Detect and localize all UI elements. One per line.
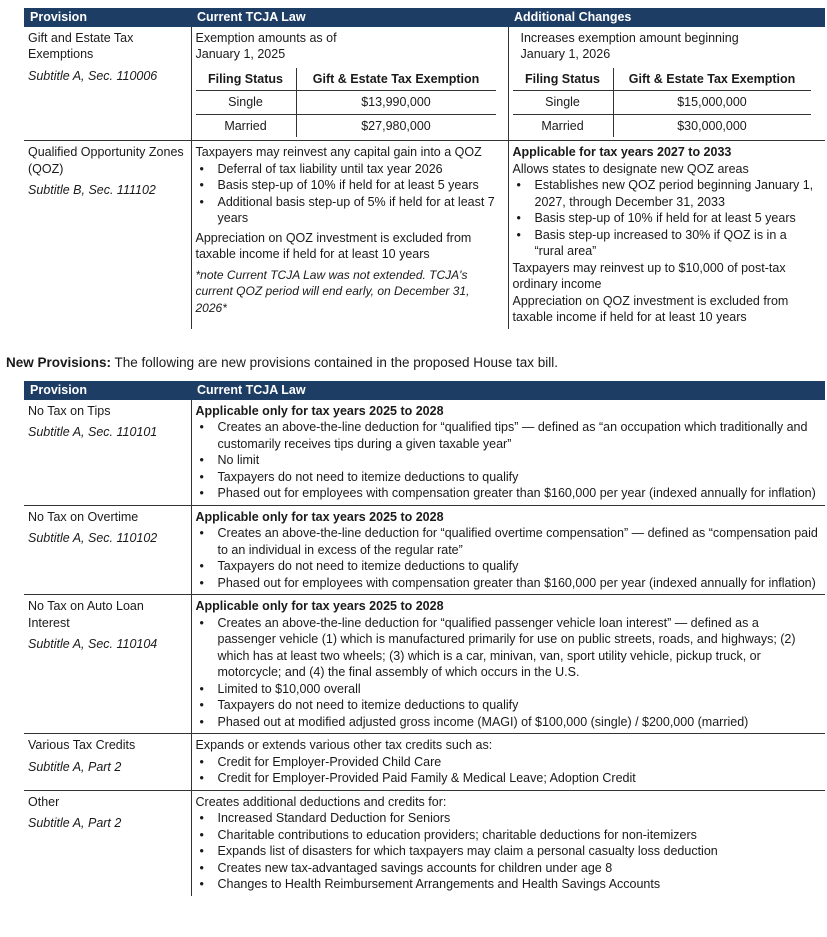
current-after: Appreciation on QOZ investment is excluded from taxable income if held for at least 10 years [195,230,472,261]
header-provision: Provision [24,381,191,400]
list-item: • Additional basis step-up of 5% if held for at least 7 years [218,194,502,227]
provision-name: No Tax on Overtime [28,509,139,524]
header-current-law: Current TCJA Law [191,8,508,27]
table-header-row [24,381,825,400]
exemption-amount: $13,990,000 [296,91,496,115]
header-additional-changes: Additional Changes [508,8,825,27]
provision-cell [24,400,191,506]
bullet-list [196,419,820,502]
additional-heading: Applicable for tax years 2027 to 2033 [512,145,732,159]
list-item: • Taxpayers do not need to itemize deductions to qualify [218,697,820,714]
provision-cell [24,734,191,791]
applicability-heading: Applicable only for tax years 2025 to 2028 [195,403,444,418]
current-law-cell [191,400,825,506]
provision-cell [24,790,191,896]
header-provision: Provision [24,8,191,27]
table-row [24,734,825,791]
provision-name: Qualified Opportunity Zones (QOZ) [28,145,184,176]
bullet-list [196,810,820,893]
current-law-cell [191,790,825,896]
provision-name: No Tax on Auto Loan Interest [28,599,144,630]
exemption-amount: $30,000,000 [677,118,747,133]
additional-exemption-table [513,68,811,138]
provision-cell [24,27,191,141]
current-note: *note Current TCJA Law was not extended. TCJA's current QOZ period will end early, on December 31, 2026* [195,267,470,315]
new-provisions-label: New Provisions: [6,355,112,370]
provision-subtitle: Subtitle A, Part 2 [28,816,122,830]
new-provisions-table [24,381,825,896]
new-provisions-heading [6,355,558,372]
col-exemption: Gift & Estate Tax Exemption [613,68,811,91]
current-law-cell [191,141,508,329]
list-item: • Creates new tax-advantaged savings accounts for children under age 8 [218,860,820,877]
list-item: • Basis step-up of 10% if held for at least 5 years [218,177,502,194]
filing-status: Single [513,91,614,115]
additional-changes-cell [508,27,825,141]
applicability-heading: Applicable only for tax years 2025 to 2028 [195,599,444,613]
table-row [196,114,496,137]
header-current-law: Current TCJA Law [191,381,825,400]
current-text: Exemption amounts as of January 1, 2025 [195,30,337,61]
list-item: • Taxpayers do not need to itemize deductions to qualify [218,558,820,575]
table-row [24,790,825,896]
list-item: • Credit for Employer-Provided Child Care [218,754,820,771]
current-law-cell [191,27,508,141]
filing-status: Married [513,114,614,137]
list-item: • Creates an above-the-line deduction for “qualified tips” — defined as “an occupation which traditionally and customarily receives tips during a given taxable year” [218,419,820,452]
list-item: • Expands list of disasters for which taxpayers may claim a personal casualty loss deduction [218,843,820,860]
col-filing-status: Filing Status [513,68,614,91]
list-item: • Changes to Health Reimbursement Arrangements and Health Savings Accounts [218,876,820,893]
table-row-qoz [24,141,825,329]
new-provisions-text: The following are new provisions contained in the proposed House tax bill. [111,355,559,370]
additional-after-2: Appreciation on QOZ investment is excluded from taxable income if held for at least 10 years [512,293,789,324]
table-row [513,114,811,137]
table-header-row [24,8,825,27]
list-item: • Creates an above-the-line deduction for “qualified passenger vehicle loan interest” — defined as a passenger vehicle (1) which is manufactured primarily for use on public streets, roads, and highways; (2) which has at least two wheels; (3) which is a car, minivan, van, sport utility vehicle, pickup truck, or motorcycle; and (4) the final assembly of which occurs in the U.S. [218,615,820,681]
current-law-cell [191,505,825,595]
current-intro: Taxpayers may reinvest any capital gain into a QOZ [195,145,482,159]
list-item: • Phased out at modified adjusted gross income (MAGI) of $100,000 (single) / $200,000 (married) [218,714,820,731]
current-law-cell [191,734,825,791]
provision-subtitle: Subtitle A, Part 2 [28,759,122,774]
provision-name: Gift and Estate Tax Exemptions [28,30,134,61]
list-item: • Limited to $10,000 overall [218,681,820,698]
list-item: • Credit for Employer-Provided Paid Family & Medical Leave; Adoption Credit [218,770,820,787]
provision-subtitle: Subtitle A, Sec. 110101 [28,425,158,439]
provision-subtitle: Subtitle A, Sec. 110102 [28,531,158,545]
table-row [196,91,496,115]
table-row [24,595,825,734]
table-row [24,505,825,595]
list-item: • Deferral of tax liability until tax year 2026 [218,161,502,178]
existing-provisions-table [24,8,825,329]
filing-status: Single [196,91,297,115]
table-row [24,400,825,506]
current-bullets [196,161,502,227]
additional-intro: Allows states to designate new QOZ areas [512,161,749,176]
list-item: • Phased out for employees with compensation greater than $160,000 per year (indexed annually for inflation) [218,485,820,502]
table-row-gift-estate [24,27,825,141]
intro-text: Creates additional deductions and credits for: [195,794,447,809]
list-item: • Basis step-up of 10% if held for at least 5 years [535,210,820,227]
list-item: • Basis step-up increased to 30% if QOZ is in a “rural area” [535,227,820,260]
provision-name: No Tax on Tips [28,403,111,418]
table-row [513,91,811,115]
list-item: • Establishes new QOZ period beginning January 1, 2027, through December 31, 2033 [535,177,820,210]
provision-name: Other [28,794,60,809]
list-item: • Phased out for employees with compensation greater than $160,000 per year (indexed annually for inflation) [218,575,820,592]
exemption-amount: $27,980,000 [361,118,431,133]
provision-name: Various Tax Credits [28,738,136,752]
list-item: • Increased Standard Deduction for Seniors [218,810,820,827]
filing-status: Married [196,114,297,137]
additional-after-1: Taxpayers may reinvest up to $10,000 of post-tax ordinary income [512,260,786,291]
applicability-heading: Applicable only for tax years 2025 to 2028 [195,509,444,524]
col-exemption: Gift & Estate Tax Exemption [296,68,496,91]
current-law-cell [191,595,825,734]
provision-cell [24,505,191,595]
col-filing-status: Filing Status [196,68,297,91]
list-item: • Charitable contributions to education providers; charitable deductions for non-itemizers [218,827,820,844]
bullet-list [196,525,820,591]
provision-subtitle: Subtitle B, Sec. 111102 [28,183,156,197]
list-item: • Taxpayers do not need to itemize deductions to qualify [218,469,820,486]
current-exemption-table [196,68,496,138]
provision-subtitle: Subtitle A, Sec. 110006 [28,68,158,83]
bullet-list [196,615,820,731]
additional-changes-cell [508,141,825,329]
provision-cell [24,595,191,734]
provision-subtitle: Subtitle A, Sec. 110104 [28,637,158,651]
new-provisions-body [24,400,825,896]
exemption-amount: $15,000,000 [613,91,811,115]
list-item: • No limit [218,452,820,469]
intro-text: Expands or extends various other tax credits such as: [195,738,493,752]
provision-cell [24,141,191,329]
list-item: • Creates an above-the-line deduction for “qualified overtime compensation” — defined as “compensation paid to an individual in excess of the regular rate” [218,525,820,558]
additional-bullets [513,177,820,260]
additional-text: Increases exemption amount beginning January 1, 2026 [520,30,739,61]
bullet-list [196,754,820,787]
